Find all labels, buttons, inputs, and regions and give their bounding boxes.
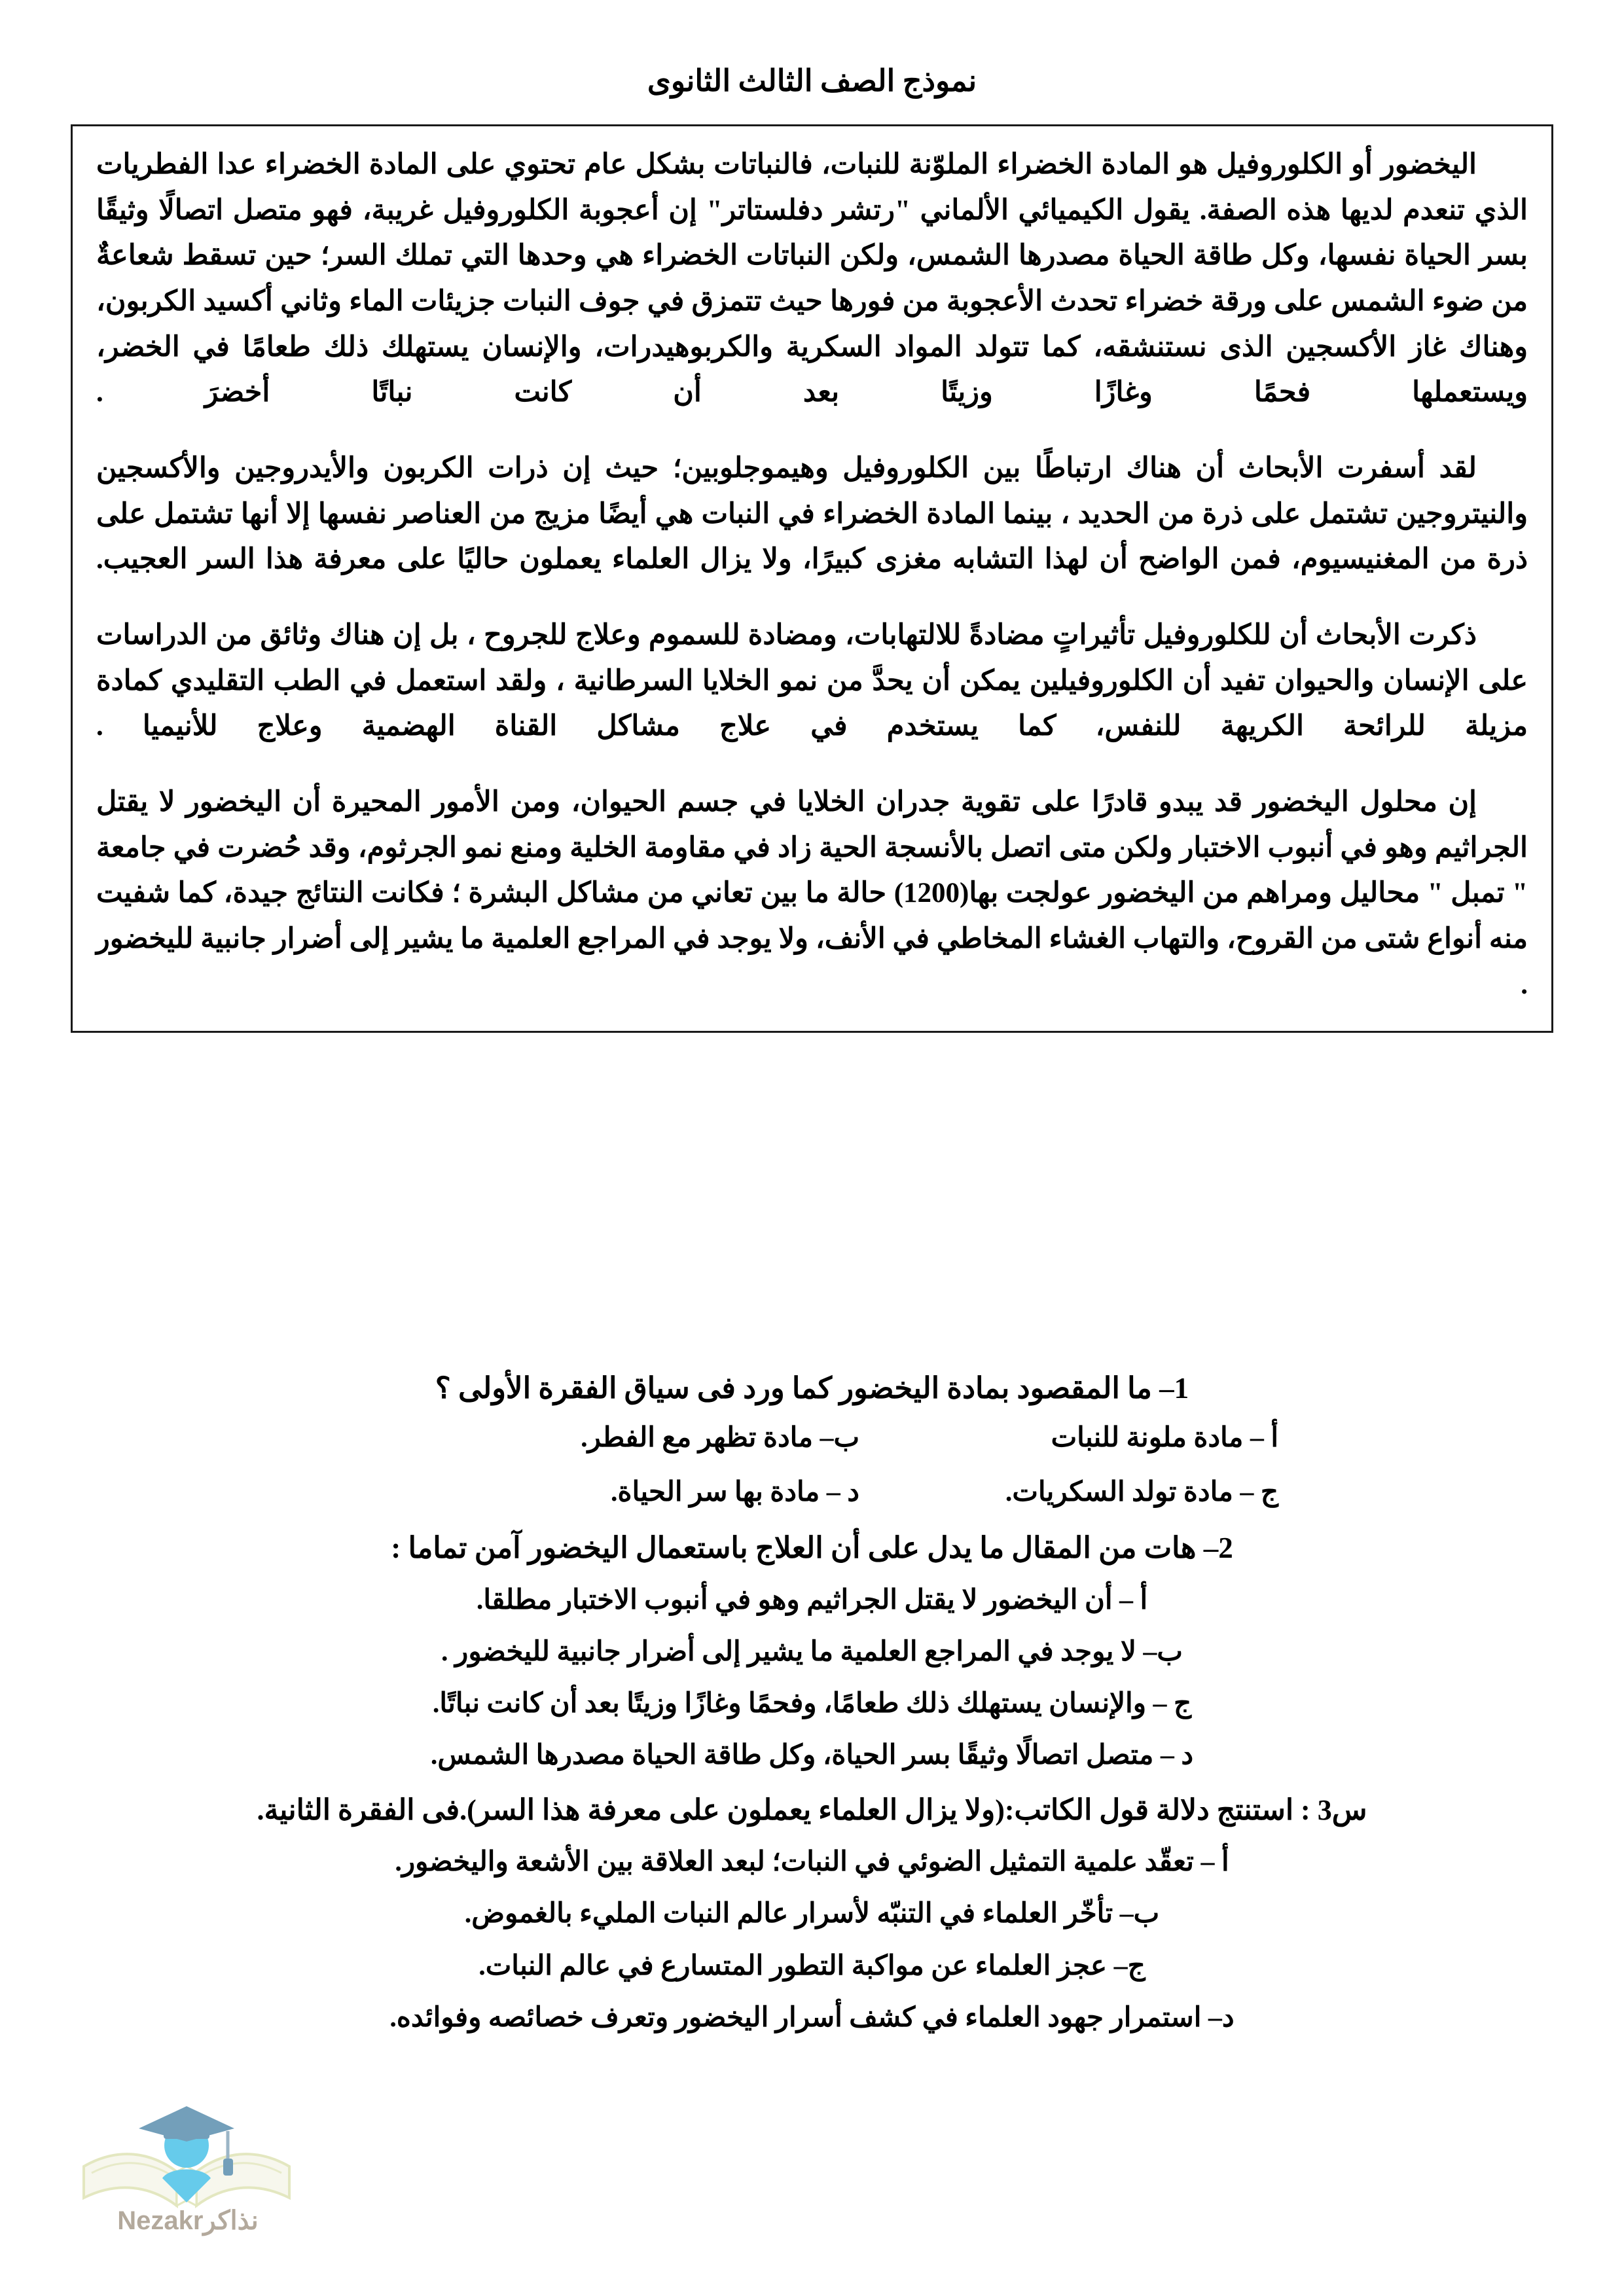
question-2 [71, 1526, 1553, 1778]
question-2-choice-a[interactable]: أ – أن اليخضور لا يقتل الجراثيم وهو في أنبوب الاختبار مطلقا. [476, 1585, 1148, 1615]
question-1-choice-b[interactable]: ب– مادة تظهر مع الفطر. [581, 1422, 859, 1453]
reading-passage-box [71, 124, 1553, 1033]
brand-logo-text: نذاكرNezakr [117, 2206, 259, 2235]
passage-paragraph-3: ذكرت الأبحاث أن للكلوروفيل تأثيراتٍ مضادةً للالتهابات، ومضادة للسموم وعلاج للجروح ، بل إن هناك وثائق من الدراسات على الإنسان والحيوان تفيد أن الكلوروفيلين يمكن أن يحدَّ من نمو الخلايا السرطانية ، ولقد استعمل في الطب التقليدي كمادة مزيلة للرائحة الكريهة للنفس، كما يستخدم في علاج مشاكل القناة الهضمية وعلاج للأنيميا . [96, 619, 1528, 742]
questions-section [71, 1355, 1553, 2049]
question-3-choice-a[interactable]: أ – تعقّد علمية التمثيل الضوئي في النبات؛ لبعد العلاقة بين الأشعة واليخضور. [395, 1847, 1229, 1878]
question-3-choice-b[interactable]: ب– تأخّر العلماء في التنبّه لأسرار عالم النبات المليء بالغموض. [464, 1899, 1160, 1929]
question-3 [71, 1789, 1553, 2039]
page-title: نموذج الصف الثالث الثانوى [647, 64, 977, 98]
question-1-choice-d[interactable]: د – مادة بها سر الحياة. [611, 1477, 859, 1507]
question-1-choice-a[interactable]: أ – مادة ملونة للنبات [1051, 1422, 1278, 1453]
question-1-stem: 1– ما المقصود بمادة اليخضور كما ورد فى سياق الفقرة الأولى ؟ [435, 1372, 1189, 1405]
question-2-choice-c[interactable]: ج – والإنسان يستهلك ذلك طعامًا، وفحمًا وغازًا وزيتًا بعد أن كانت نباتًا. [432, 1689, 1192, 1719]
question-1-choices-row-2 [71, 1472, 1553, 1513]
passage-paragraph-1: اليخضور أو الكلوروفيل هو المادة الخضراء الملوّنة للنبات، فالنباتات بشكل عام تحتوي على المادة الخضراء عدا الفطريات الذي تنعدم لديها هذه الصفة. يقول الكيميائي الألماني "رتشر دفلستاتر" إن أعجوبة الكلوروفيل غريبة، فهو متصل اتصالًا وثيقًا بسر الحياة نفسها، وكل طاقة الحياة مصدرها الشمس، ولكن النباتات الخضراء هي وحدها التي تملك السر؛ حين تسقط شعاعةٌ من ضوء الشمس على ورقة خضراء تحدث الأعجوبة من فورها حيث تتمزق في جوف النبات جزيئات الماء وثاني أكسيد الكربون، وهناك غاز الأكسجين الذى نستنشقه، كما تتولد المواد السكرية والكربوهيدرات، والإنسان يستهلك ذلك طعامًا في الخضر، ويستعملها فحمًا وغازًا وزيتًا بعد أن كانت نباتًا أخضرَ . [96, 149, 1528, 408]
question-2-stem: 2– هات من المقال ما يدل على أن العلاج باستعمال اليخضور آمن تماما : [391, 1531, 1233, 1564]
question-2-choice-d[interactable]: د – متصل اتصالًا وثيقًا بسر الحياة، وكل طاقة الحياة مصدرها الشمس. [430, 1740, 1194, 1771]
question-3-choice-d[interactable]: د– استمرار جهود العلماء في كشف أسرار اليخضور وتعرف خصائصه وفوائده. [389, 2002, 1235, 2033]
passage-paragraph-2: لقد أسفرت الأبحاث أن هناك ارتباطًا بين الكلوروفيل وهيموجلوبين؛ حيث إن ذرات الكربون والأيدروجين والأكسجين والنيتروجين تشتمل على ذرة من الحديد ، بينما المادة الخضراء في النبات هي أيضًا مزيج من العناصر نفسها إلا أنها تشتمل على ذرة من المغنيسيوم، فمن الواضح أن لهذا التشابه مغزى كبيرًا، ولا يزال العلماء يعملون حاليًا على معرفة هذا السر العجيب. [96, 452, 1528, 575]
question-1-choice-c[interactable]: ج – مادة تولد السكريات. [1005, 1477, 1278, 1507]
passage-paragraph-4: إن محلول اليخضور قد يبدو قادرًا على تقوية جدران الخلايا في جسم الحيوان، ومن الأمور المحيرة أن اليخضور لا يقتل الجراثيم وهو في أنبوب الاختبار ولكن متى اتصل بالأنسجة الحية زاد في مقاومة الخلية ومنع نمو الجرثوم، وقد حُضرت في جامعة " تمبل " محاليل ومراهم من اليخضور عولجت بها(1200) حالة ما بين تعاني من مشاكل البشرة ؛ فكانت النتائج جيدة، كما شفيت منه أنواع شتى من القروح، والتهاب الغشاء المخاطي في الأنف، ولا يوجد في المراجع العلمية ما يشير إلى أضرار جانبية لليخضور . [96, 786, 1528, 1000]
question-3-choice-c[interactable]: ج– عجز العلماء عن مواكبة التطور المتسارع في عالم النبات. [478, 1950, 1146, 1981]
question-1 [71, 1367, 1553, 1513]
question-3-stem: س3 : استنتج دلالة قول الكاتب:(ولا يزال العلماء يعملون على معرفة هذا السر).فى الفقرة الثانية. [257, 1794, 1367, 1827]
question-1-choices-row-1 [71, 1418, 1553, 1459]
brand-logo-icon [79, 2068, 295, 2225]
question-2-choice-b[interactable]: ب– لا يوجد في المراجع العلمية ما يشير إلى أضرار جانبية لليخضور . [441, 1637, 1183, 1668]
